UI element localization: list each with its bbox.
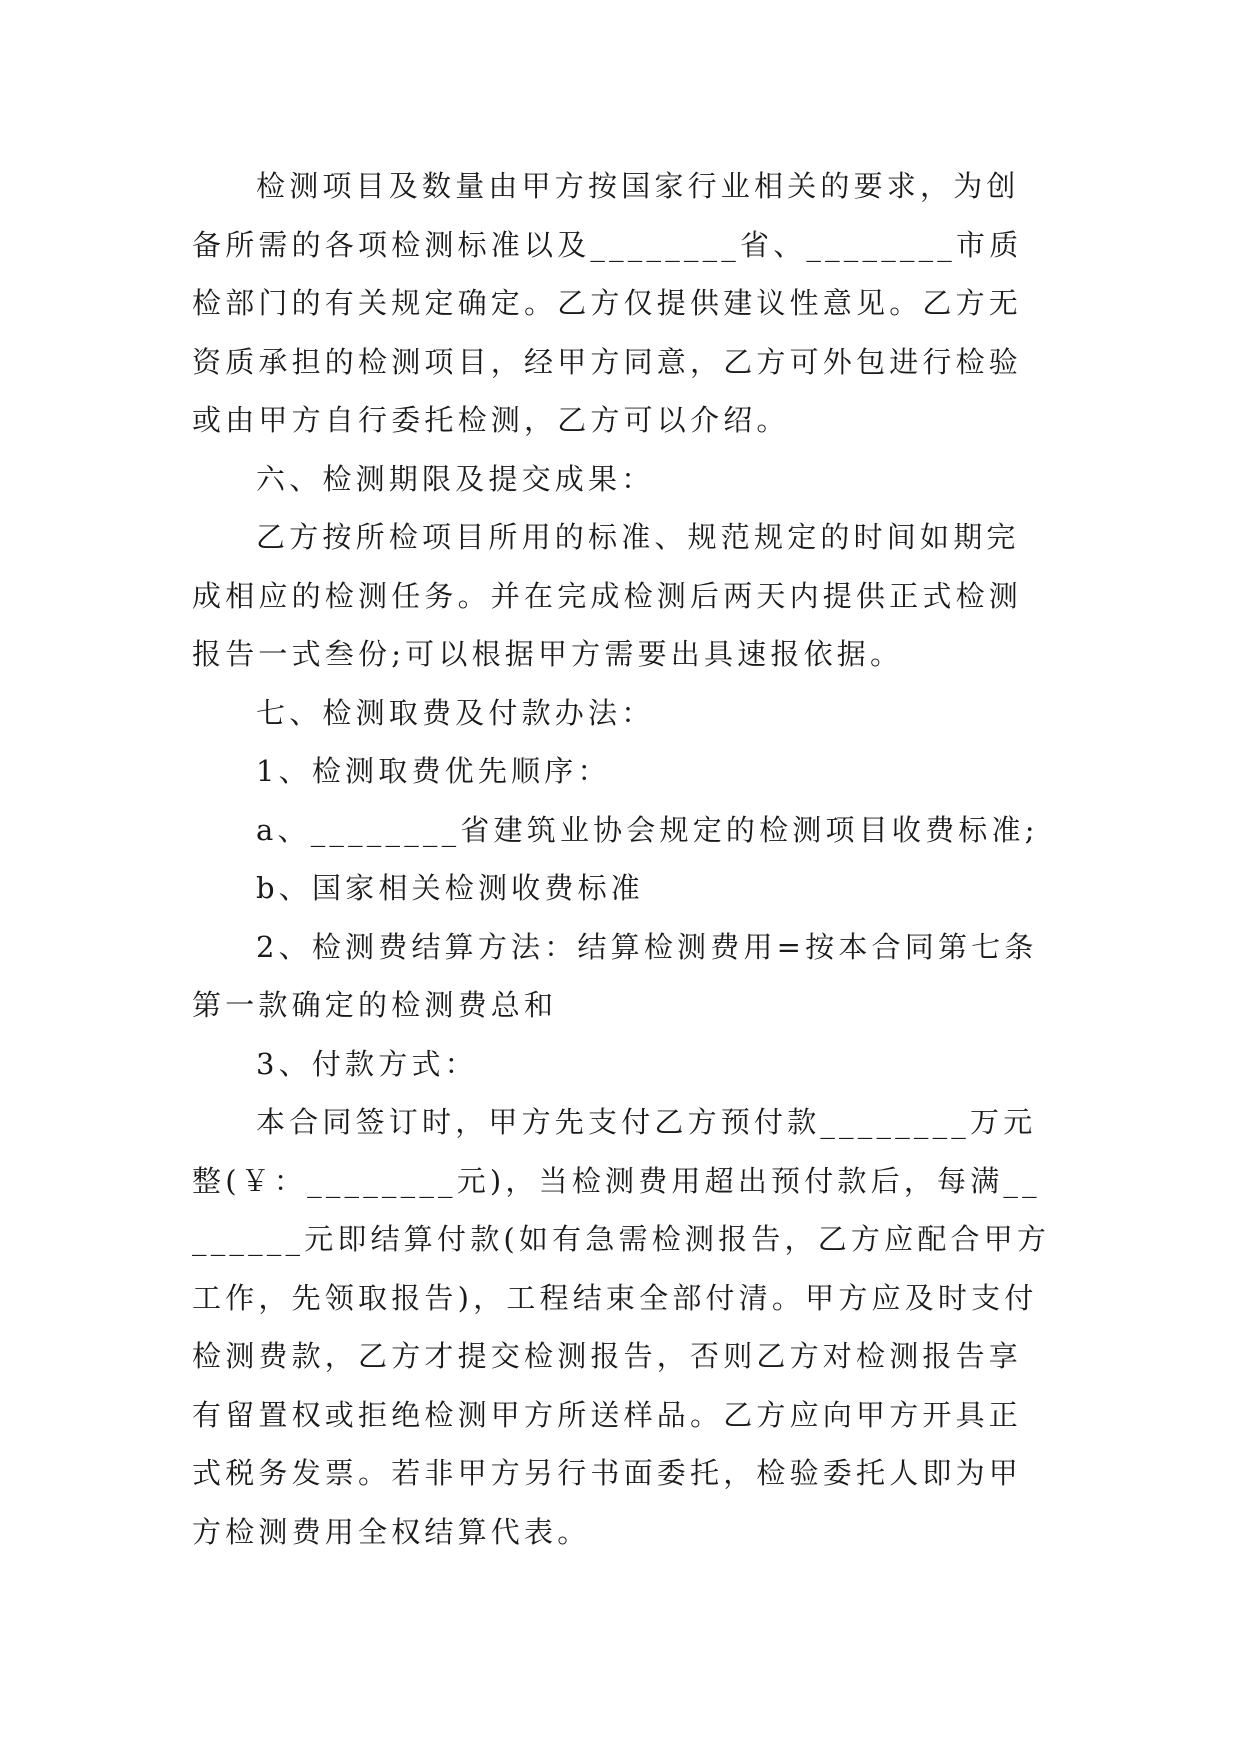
document-body	[192, 157, 1052, 1561]
heading-section-seven: 七、检测取费及付款办法：	[256, 695, 655, 730]
paragraph-testing-deadline: 乙方按所检项目所用的标准、规范规定的时间如期完成相应的检测任务。并在完成检测后两天内提供正式检测报告一式叁份;可以根据甲方需要出具速报依据。	[192, 520, 1023, 671]
paragraph-payment-terms: 本合同签订时，甲方先支付乙方预付款________万元整(￥：________元)，当检测费用超出预付款后，每满________元即结算付款(如有急需检测报告，乙方应配合甲方工作，先领取报告)，工程结束全部付清。甲方应及时支付检测费款，乙方才提交检测报告，否则乙方对检测报告享有留置权或拒绝检测甲方所送样品。乙方应向甲方开具正式税务发票。若非甲方另行书面委托，检验委托人即为甲方检测费用全权结算代表。	[192, 1105, 1051, 1549]
heading-section-six: 六、检测期限及提交成果：	[256, 461, 655, 496]
paragraph-testing-items: 检测项目及数量由甲方按国家行业相关的要求，为创备所需的各项检测标准以及________省、________市质检部门的有关规定确定。乙方仅提供建议性意见。乙方无资质承担的检测项目，经甲方同意，乙方可外包进行检验或由甲方自行委托检测，乙方可以介绍。	[192, 169, 1023, 437]
item-fee-priority-a: a、________省建筑业协会规定的检测项目收费标准;	[256, 812, 1039, 847]
item-fee-priority: 1、检测取费优先顺序：	[256, 754, 611, 788]
item-fee-priority-b: b、国家相关检测收费标准	[256, 871, 644, 905]
item-settlement-method: 2、检测费结算方法：结算检测费用=按本合同第七条第一款确定的检测费总和	[192, 929, 1038, 1022]
item-payment-method: 3、付款方式：	[256, 1046, 478, 1081]
